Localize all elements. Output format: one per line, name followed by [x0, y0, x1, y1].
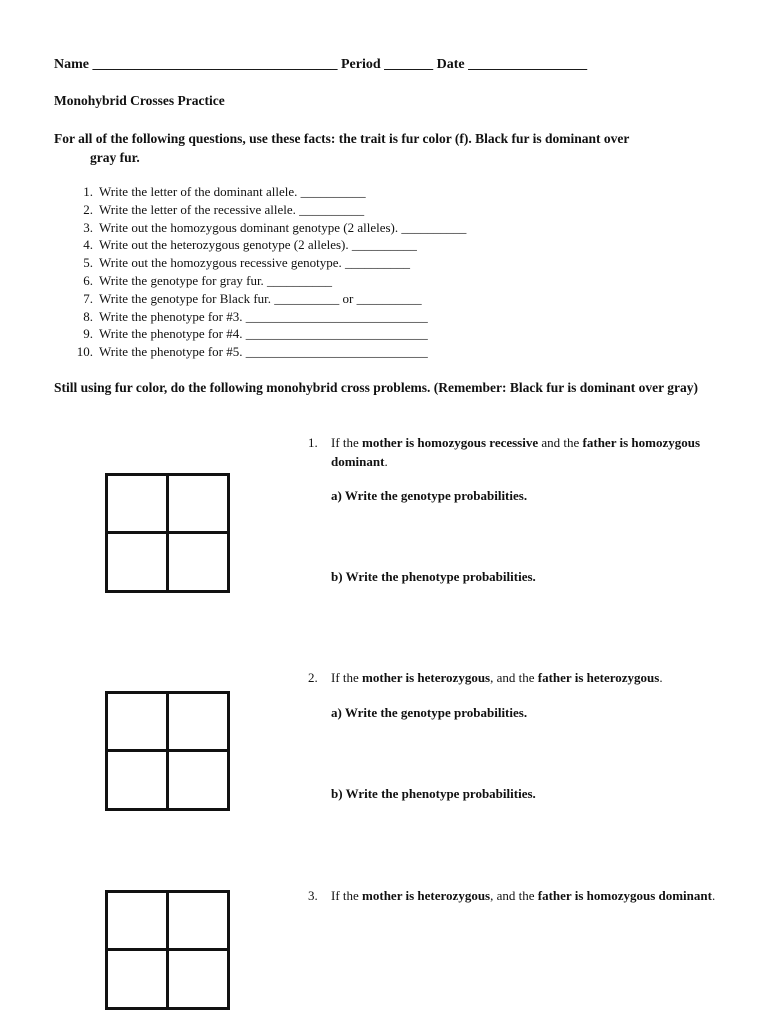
- text-run: and the: [538, 435, 583, 450]
- question-text[interactable]: Write out the homozygous recessive genotype. __________: [99, 255, 411, 271]
- period-label: Period: [341, 57, 381, 72]
- instructions: [54, 129, 714, 167]
- question-number: 4.: [83, 237, 93, 253]
- question-text[interactable]: Write the phenotype for #5. ____________________________: [99, 344, 428, 360]
- cross-problem-2: [308, 668, 728, 687]
- father-genotype: father is homozygous dominant: [331, 435, 701, 469]
- question-text[interactable]: Write the phenotype for #3. ____________________________: [99, 308, 428, 324]
- problem-number: 3.: [308, 888, 318, 903]
- punnett-cell[interactable]: [168, 892, 229, 950]
- date-label: Date: [436, 57, 465, 72]
- header-line: [54, 57, 587, 73]
- question-item: [70, 308, 466, 326]
- punnett-cell[interactable]: [168, 693, 229, 751]
- punnett-square-2[interactable]: [105, 691, 230, 811]
- question-item: [70, 343, 466, 361]
- punnett-cell[interactable]: [107, 533, 168, 591]
- text-run: , and the: [490, 888, 538, 903]
- punnett-cell[interactable]: [168, 533, 229, 591]
- problem-number: 2.: [308, 670, 318, 685]
- genotype-prompt-2: a) Write the genotype probabilities.: [331, 705, 528, 720]
- question-text[interactable]: Write the letter of the dominant allele. __________: [99, 184, 366, 199]
- question-list: [70, 183, 466, 361]
- question-number: 9.: [83, 326, 93, 342]
- text-run: If the: [331, 888, 363, 903]
- question-text[interactable]: Write out the homozygous dominant genotype (2 alleles). __________: [99, 219, 467, 235]
- mother-genotype: mother is homozygous recessive: [362, 435, 539, 450]
- mother-genotype: mother is heterozygous: [362, 888, 491, 903]
- instructions-line-1: For all of the following questions, use these facts: the trait is fur color (f). Black fur is dominant over: [54, 131, 630, 146]
- question-number: 5.: [83, 255, 93, 271]
- question-number: 8.: [83, 308, 93, 324]
- cross-problem-3: [308, 886, 728, 905]
- question-number: 1.: [83, 184, 93, 199]
- question-number: 3.: [83, 219, 93, 235]
- problem-text: [331, 886, 728, 905]
- period-field[interactable]: _______: [384, 57, 434, 72]
- text-run: .: [659, 670, 663, 685]
- date-field[interactable]: _________________: [468, 57, 588, 72]
- question-item: [70, 325, 466, 343]
- punnett-square-3[interactable]: [105, 890, 230, 1010]
- cross-instructions: Still using fur color, do the following monohybrid cross problems. (Remember: Black fur is dominant over gray): [54, 380, 699, 395]
- problem-number: 1.: [308, 435, 318, 450]
- phenotype-prompt-2: b) Write the phenotype probabilities.: [331, 786, 536, 801]
- name-field[interactable]: ___________________________________: [92, 57, 338, 72]
- text-run: If the: [331, 670, 363, 685]
- page-title: Monohybrid Crosses Practice: [54, 93, 225, 108]
- question-item: [70, 272, 466, 290]
- punnett-square-1[interactable]: [105, 473, 230, 593]
- punnett-cell[interactable]: [107, 751, 168, 809]
- punnett-cell[interactable]: [107, 950, 168, 1008]
- punnett-cell[interactable]: [107, 693, 168, 751]
- cross-problem-1: [308, 433, 728, 471]
- question-text[interactable]: Write the genotype for gray fur. __________: [99, 272, 333, 288]
- question-item: [70, 183, 466, 201]
- question-item: [70, 201, 466, 219]
- instructions-line-2: gray fur.: [90, 150, 140, 165]
- father-genotype: father is homozygous dominant: [537, 888, 712, 903]
- punnett-cell[interactable]: [168, 475, 229, 533]
- question-item: [70, 290, 466, 308]
- question-number: 6.: [83, 272, 93, 288]
- mother-genotype: mother is heterozygous: [362, 670, 491, 685]
- problem-text: [331, 433, 728, 471]
- text-run: If the: [331, 435, 363, 450]
- question-number: 10.: [76, 344, 93, 360]
- punnett-cell[interactable]: [168, 751, 229, 809]
- punnett-cell[interactable]: [107, 892, 168, 950]
- father-genotype: father is heterozygous: [537, 670, 660, 685]
- genotype-prompt-1: a) Write the genotype probabilities.: [331, 488, 528, 503]
- question-number: 2.: [83, 201, 93, 217]
- phenotype-prompt-1: b) Write the phenotype probabilities.: [331, 569, 536, 584]
- question-text[interactable]: Write out the heterozygous genotype (2 alleles). __________: [99, 237, 417, 253]
- question-text[interactable]: Write the genotype for Black fur. __________ or __________: [99, 290, 422, 306]
- punnett-cell[interactable]: [168, 950, 229, 1008]
- name-label: Name: [54, 57, 89, 72]
- question-item: [70, 254, 466, 272]
- text-run: .: [711, 888, 716, 903]
- question-text[interactable]: Write the letter of the recessive allele. __________: [99, 201, 365, 217]
- question-item: [70, 219, 466, 237]
- question-item: [70, 236, 466, 254]
- text-run: , and the: [490, 670, 538, 685]
- question-text[interactable]: Write the phenotype for #4. ____________________________: [99, 326, 428, 342]
- problem-text: [331, 668, 728, 687]
- text-run: .: [384, 454, 388, 469]
- punnett-cell[interactable]: [107, 475, 168, 533]
- question-number: 7.: [83, 290, 93, 306]
